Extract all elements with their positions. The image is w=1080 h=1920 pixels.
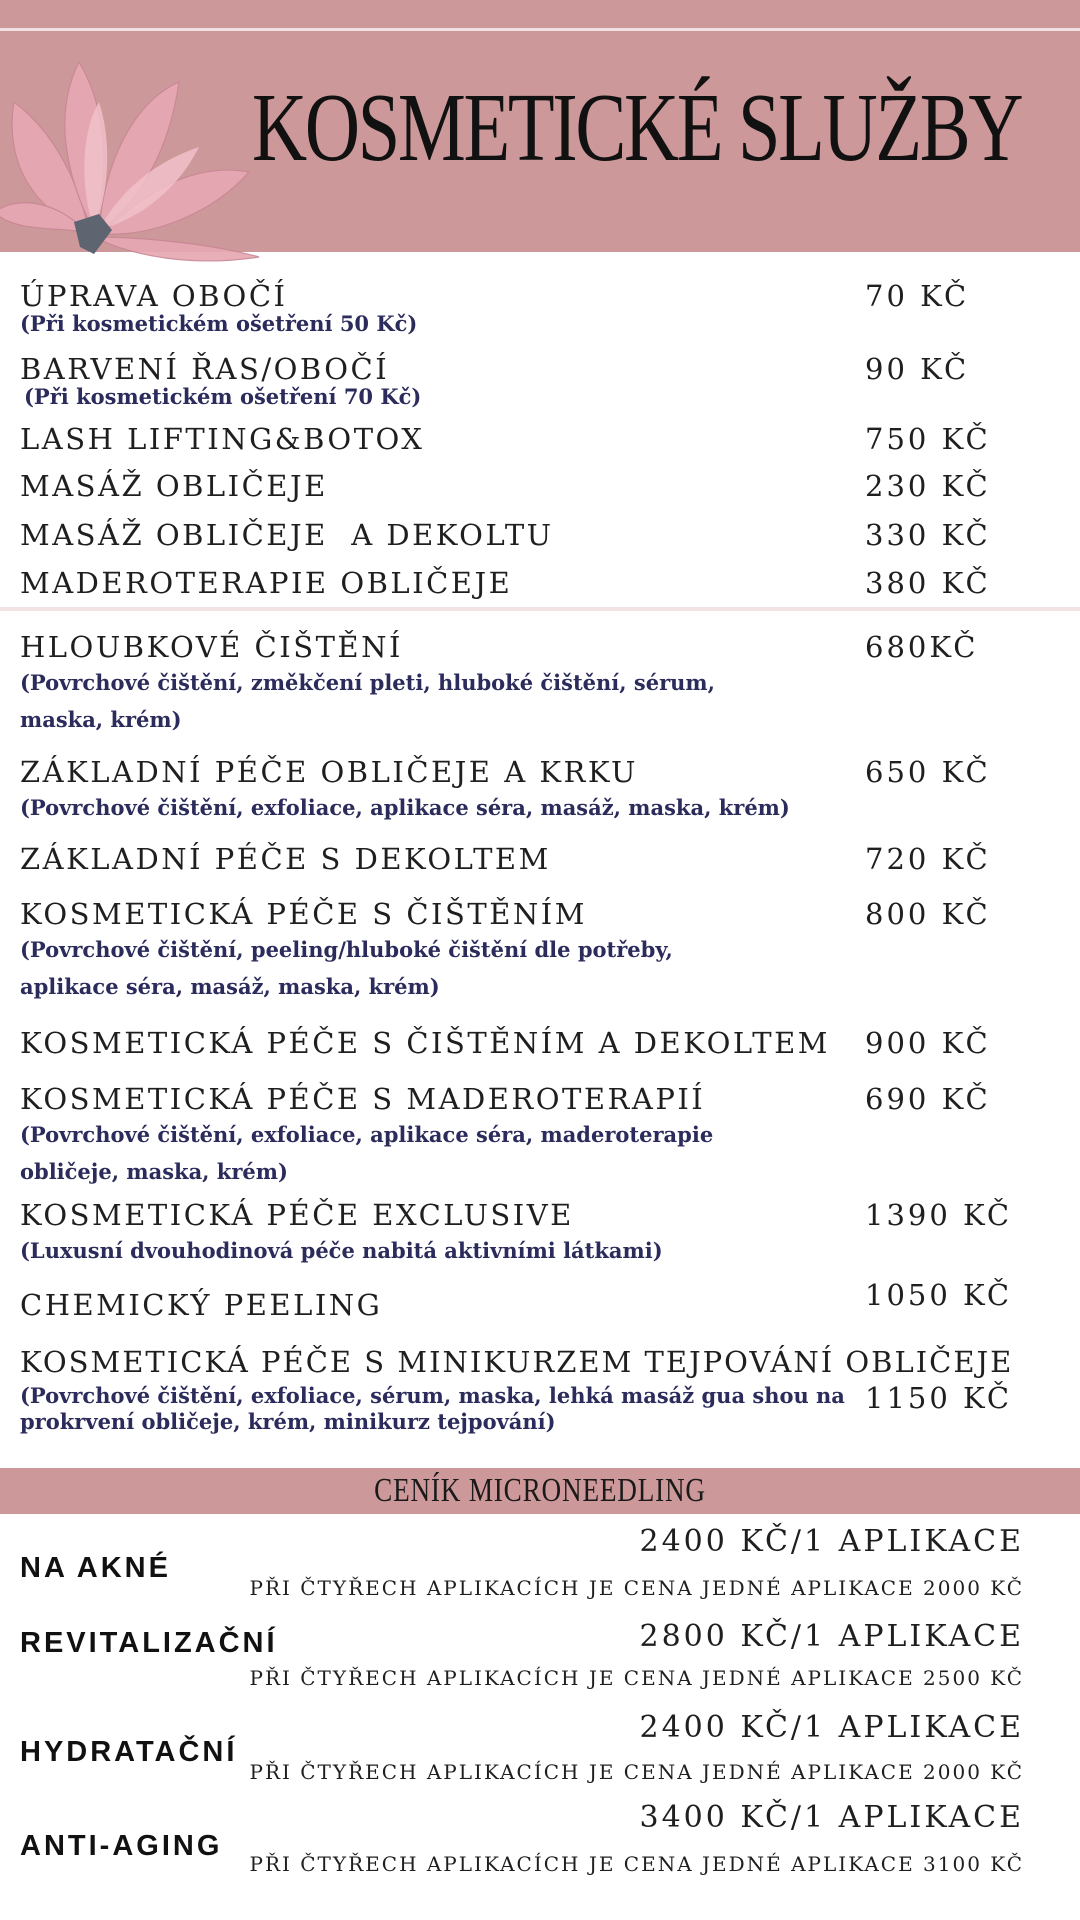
- service-note: prokrvení obličeje, krém, minikurz tejpování): [20, 1409, 556, 1434]
- service-note: maska, krém): [20, 707, 182, 732]
- service-note: (Při kosmetickém ošetření 50 Kč): [20, 311, 418, 336]
- service-note: (Povrchové čištění, peeling/hluboké čištění dle potřeby,: [20, 937, 673, 962]
- microneedling-item-name: ANTI-AGING: [20, 1830, 223, 1862]
- service-note: aplikace séra, masáž, maska, krém): [20, 974, 440, 999]
- service-name: LASH LIFTING&BOTOX: [20, 422, 425, 456]
- microneedling-banner: [0, 1468, 1080, 1514]
- microneedling-item-name: REVITALIZAČNÍ: [20, 1627, 278, 1659]
- service-price: 90 KČ: [865, 352, 970, 386]
- service-note: (Luxusní dvouhodinová péče nabitá aktivními látkami): [20, 1238, 663, 1263]
- service-name: KOSMETICKÁ PÉČE S MINIKURZEM TEJPOVÁNÍ OBLIČEJE: [20, 1345, 1014, 1379]
- microneedling-item-name: HYDRATAČNÍ: [20, 1736, 238, 1768]
- service-price: 330 KČ: [865, 518, 991, 552]
- service-name: ZÁKLADNÍ PÉČE OBLIČEJE A KRKU: [20, 755, 638, 789]
- header-rule: [0, 28, 1080, 31]
- microneedling-item-note: PŘI ČTYŘECH APLIKACÍCH JE CENA JEDNÉ APLIKACE 2000 KČ: [249, 1760, 1024, 1784]
- service-price: 750 KČ: [865, 422, 991, 456]
- service-name: ÚPRAVA OBOČÍ: [20, 279, 288, 313]
- service-note: (Povrchové čištění, změkčení pleti, hluboké čištění, sérum,: [20, 670, 715, 695]
- microneedling-item-price: 2400 KČ/1 APLIKACE: [639, 1524, 1024, 1559]
- service-price: 650 KČ: [865, 755, 991, 789]
- microneedling-item-price: 2800 KČ/1 APLIKACE: [639, 1619, 1024, 1654]
- service-name: MADEROTERAPIE OBLIČEJE: [20, 566, 513, 600]
- service-price: 1150 KČ: [865, 1381, 1013, 1415]
- microneedling-item-note: PŘI ČTYŘECH APLIKACÍCH JE CENA JEDNÉ APLIKACE 3100 KČ: [249, 1852, 1024, 1876]
- service-price: 230 KČ: [865, 469, 991, 503]
- flower-illustration-icon: [0, 42, 284, 262]
- service-name: MASÁŽ OBLIČEJE A DEKOLTU: [20, 518, 554, 552]
- service-name: HLOUBKOVÉ ČIŠTĚNÍ: [20, 630, 403, 664]
- service-note: (Povrchové čištění, exfoliace, aplikace séra, maderoterapie: [20, 1122, 714, 1147]
- microneedling-item-price: 2400 KČ/1 APLIKACE: [639, 1710, 1024, 1745]
- service-price: 690 KČ: [865, 1082, 991, 1116]
- service-price: 900 KČ: [865, 1026, 991, 1060]
- service-name: KOSMETICKÁ PÉČE S ČIŠTĚNÍM A DEKOLTEM: [20, 1026, 830, 1060]
- service-note: (Při kosmetickém ošetření 70 Kč): [24, 384, 422, 409]
- header-banner: [0, 0, 1080, 252]
- service-name: ZÁKLADNÍ PÉČE S DEKOLTEM: [20, 842, 551, 876]
- microneedling-item-name: NA AKNÉ: [20, 1552, 171, 1584]
- service-note: (Povrchové čištění, exfoliace, aplikace séra, masáž, maska, krém): [20, 795, 790, 820]
- service-price: 70 KČ: [865, 279, 970, 313]
- microneedling-item-note: PŘI ČTYŘECH APLIKACÍCH JE CENA JEDNÉ APLIKACE 2000 KČ: [249, 1576, 1024, 1600]
- service-name: KOSMETICKÁ PÉČE EXCLUSIVE: [20, 1198, 574, 1232]
- service-price: 1050 KČ: [865, 1278, 1013, 1312]
- service-name: KOSMETICKÁ PÉČE S ČIŠTĚNÍM: [20, 897, 587, 931]
- service-name: CHEMICKÝ PEELING: [20, 1288, 383, 1322]
- service-name: MASÁŽ OBLIČEJE: [20, 469, 328, 503]
- microneedling-item-note: PŘI ČTYŘECH APLIKACÍCH JE CENA JEDNÉ APLIKACE 2500 KČ: [249, 1666, 1024, 1690]
- service-price: 1390 KČ: [865, 1198, 1013, 1232]
- page-title: KOSMETICKÉ SLUŽBY: [252, 74, 1022, 182]
- microneedling-item-price: 3400 KČ/1 APLIKACE: [639, 1800, 1024, 1835]
- service-name: BARVENÍ ŘAS/OBOČÍ: [20, 352, 390, 386]
- microneedling-title: CENÍK MICRONEEDLING: [374, 1472, 706, 1509]
- section-divider: [0, 607, 1080, 611]
- service-price: 680KČ: [865, 630, 979, 664]
- service-price: 380 KČ: [865, 566, 991, 600]
- service-note: (Povrchové čištění, exfoliace, sérum, maska, lehká masáž gua shou na: [20, 1383, 845, 1408]
- service-note: obličeje, maska, krém): [20, 1159, 288, 1184]
- service-price: 800 KČ: [865, 897, 991, 931]
- service-name: KOSMETICKÁ PÉČE S MADEROTERAPIÍ: [20, 1082, 706, 1116]
- service-price: 720 KČ: [865, 842, 991, 876]
